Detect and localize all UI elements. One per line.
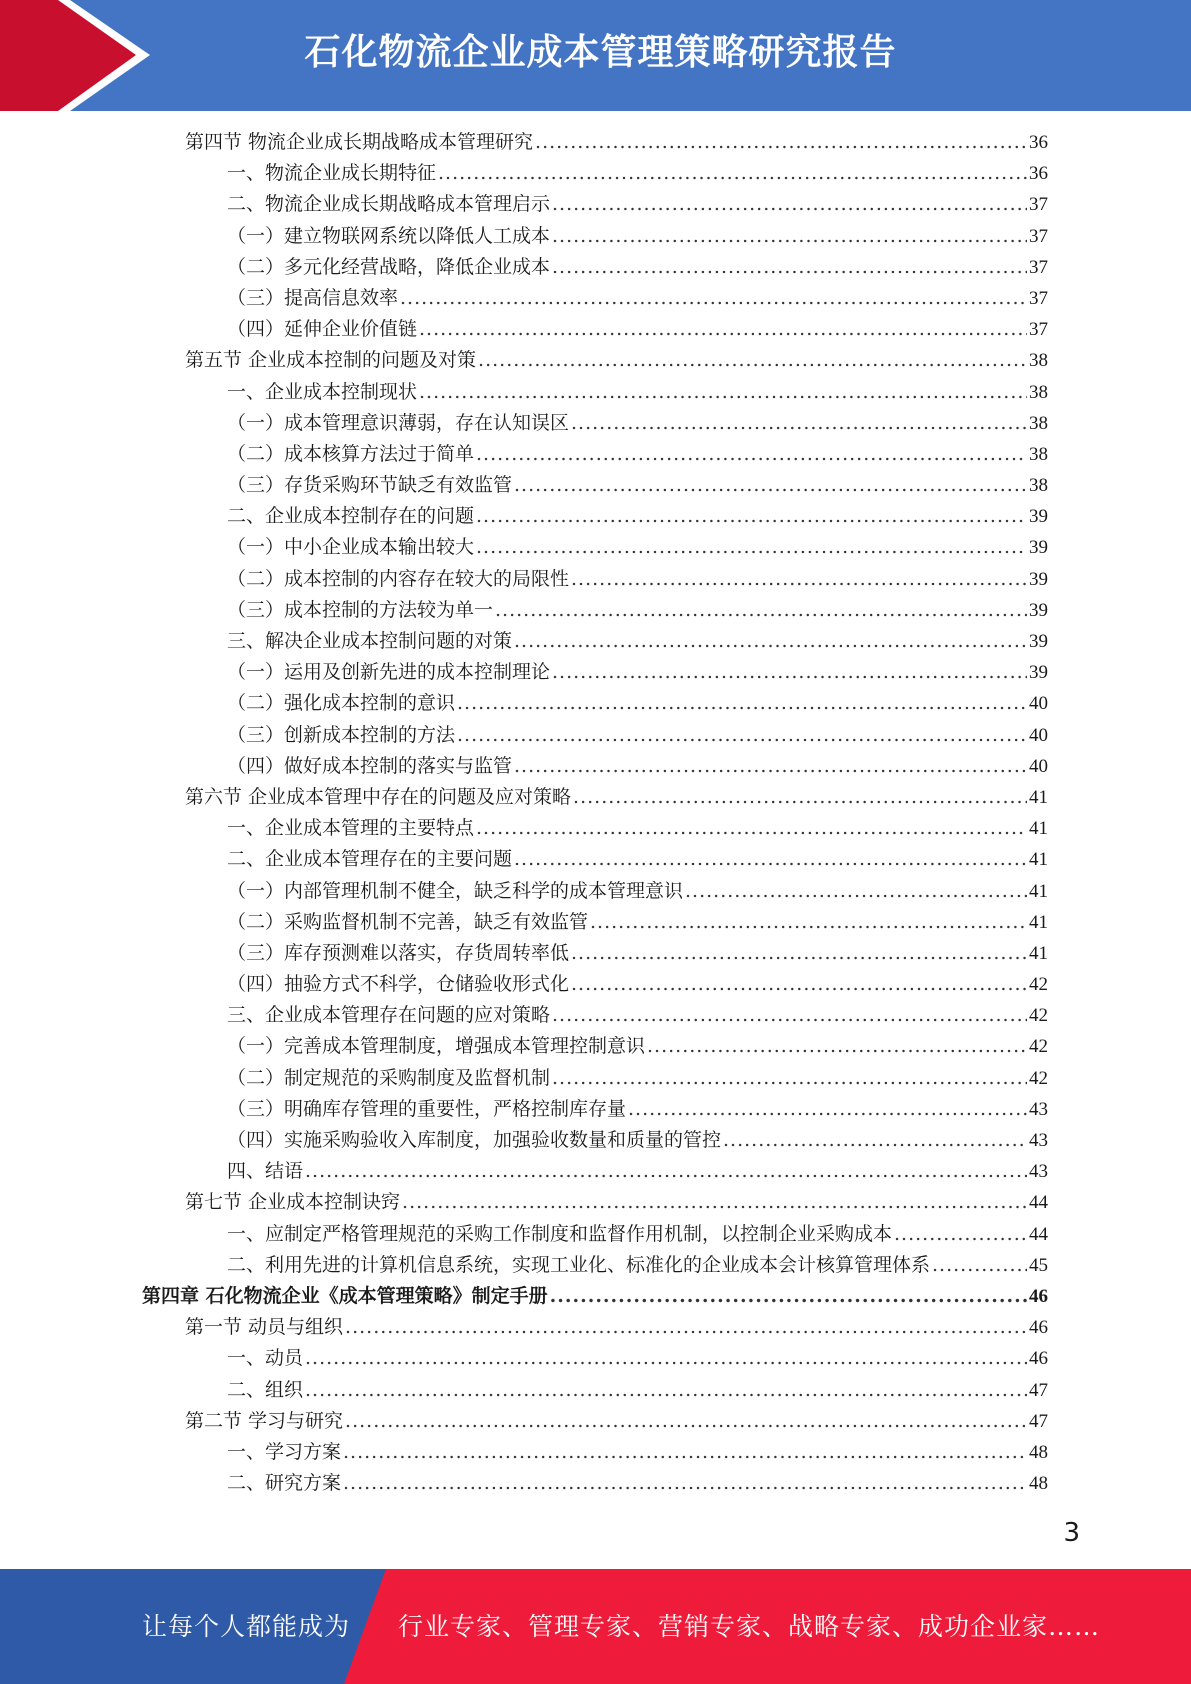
toc-entry[interactable] bbox=[0, 844, 1048, 875]
toc-entry-title: 二、研究方案 bbox=[227, 1472, 342, 1495]
toc-entry[interactable] bbox=[0, 221, 1048, 252]
toc-entry-page: 38 bbox=[1029, 475, 1048, 497]
toc-entry-page: 44 bbox=[1029, 1192, 1048, 1214]
toc-entry[interactable] bbox=[0, 408, 1048, 439]
toc-entry[interactable] bbox=[0, 1312, 1048, 1343]
toc-entry-title: （三）库存预测难以落实，存货周转率低 bbox=[227, 941, 570, 964]
toc-entry[interactable] bbox=[0, 1125, 1048, 1156]
toc-entry-page: 39 bbox=[1029, 506, 1048, 528]
toc-entry-title: （二）成本控制的内容存在较大的局限性 bbox=[227, 567, 570, 590]
toc-entry-page: 43 bbox=[1029, 1130, 1048, 1151]
toc-dot-leader bbox=[476, 501, 1027, 532]
toc-entry[interactable] bbox=[0, 283, 1048, 314]
toc-entry[interactable] bbox=[0, 1343, 1048, 1374]
toc-entry-page: 38 bbox=[1029, 350, 1048, 372]
toc-entry-title: （二）采购监督机制不完善，缺乏有效监管 bbox=[227, 910, 589, 933]
toc-dot-leader bbox=[514, 844, 1027, 875]
toc-dot-leader bbox=[345, 1406, 1027, 1437]
toc-dot-leader bbox=[628, 1094, 1027, 1125]
toc-entry-page: 41 bbox=[1029, 786, 1048, 808]
toc-dot-leader bbox=[573, 782, 1027, 813]
toc-entry-page: 38 bbox=[1029, 412, 1048, 434]
toc-entry[interactable] bbox=[0, 345, 1048, 376]
toc-dot-leader bbox=[457, 688, 1027, 719]
toc-entry[interactable] bbox=[0, 1468, 1048, 1499]
toc-entry-page: 37 bbox=[1029, 319, 1048, 341]
toc-entry-title: 一、物流企业成长期特征 bbox=[227, 162, 437, 185]
toc-entry[interactable] bbox=[0, 470, 1048, 501]
toc-entry-title: 二、组织 bbox=[227, 1378, 304, 1401]
toc-entry[interactable] bbox=[0, 1000, 1048, 1031]
toc-entry-page: 36 bbox=[1029, 163, 1048, 185]
toc-dot-leader bbox=[476, 532, 1027, 563]
toc-entry-page: 41 bbox=[1029, 911, 1048, 933]
toc-entry[interactable] bbox=[0, 1250, 1048, 1281]
toc-entry[interactable] bbox=[0, 938, 1048, 969]
toc-entry[interactable] bbox=[0, 1031, 1048, 1062]
toc-entry-title: 二、物流企业成长期战略成本管理启示 bbox=[227, 193, 551, 216]
toc-entry[interactable] bbox=[0, 657, 1048, 688]
toc-entry-page: 40 bbox=[1029, 693, 1048, 715]
toc-entry-title: （三）明确库存管理的重要性，严格控制库存量 bbox=[227, 1097, 627, 1120]
toc-entry-page: 40 bbox=[1029, 755, 1048, 777]
toc-dot-leader bbox=[400, 283, 1027, 314]
toc-entry-title: 第四章 石化物流企业《成本管理策略》制定手册 bbox=[142, 1284, 548, 1307]
toc-dot-leader bbox=[514, 751, 1027, 782]
toc-entry-page: 48 bbox=[1029, 1441, 1048, 1463]
toc-entry-page: 41 bbox=[1029, 942, 1048, 964]
toc-entry-page: 46 bbox=[1029, 1348, 1048, 1370]
toc-dot-leader bbox=[685, 876, 1027, 907]
toc-entry-title: （四）做好成本控制的落实与监管 bbox=[227, 754, 513, 777]
toc-dot-leader bbox=[476, 813, 1027, 844]
toc-entry[interactable] bbox=[0, 813, 1048, 844]
footer-slogan-right: 行业专家、管理专家、营销专家、战略专家、成功企业家…… bbox=[398, 1612, 1101, 1641]
toc-dot-leader bbox=[476, 439, 1027, 470]
toc-entry-page: 39 bbox=[1029, 599, 1048, 621]
toc-entry[interactable] bbox=[0, 1219, 1048, 1250]
toc-entry[interactable] bbox=[0, 314, 1048, 345]
toc-entry-page: 37 bbox=[1029, 287, 1048, 309]
toc-entry-page: 42 bbox=[1029, 1036, 1048, 1058]
toc-dot-leader bbox=[535, 127, 1027, 158]
toc-entry[interactable] bbox=[0, 626, 1048, 657]
toc-entry-title: 一、学习方案 bbox=[227, 1440, 342, 1463]
toc-entry[interactable] bbox=[0, 377, 1048, 408]
toc-entry-title: （一）成本管理意识薄弱，存在认知误区 bbox=[227, 411, 570, 434]
toc-entry[interactable] bbox=[0, 969, 1048, 1000]
toc-dot-leader bbox=[571, 564, 1027, 595]
toc-dot-leader bbox=[894, 1219, 1027, 1250]
toc-entry[interactable] bbox=[0, 782, 1048, 813]
toc-entry-page: 41 bbox=[1029, 849, 1048, 871]
toc-entry-page: 38 bbox=[1029, 443, 1048, 465]
table-of-contents bbox=[0, 127, 1191, 1499]
toc-dot-leader bbox=[552, 1000, 1027, 1031]
toc-entry-title: （三）创新成本控制的方法 bbox=[227, 723, 456, 746]
toc-dot-leader bbox=[438, 158, 1027, 189]
toc-entry-title: 三、企业成本管理存在问题的应对策略 bbox=[227, 1004, 551, 1027]
toc-entry-title: （一）运用及创新先进的成本控制理论 bbox=[227, 661, 551, 684]
toc-entry[interactable] bbox=[0, 1094, 1048, 1125]
toc-entry-page: 42 bbox=[1029, 1005, 1048, 1027]
toc-entry[interactable] bbox=[0, 876, 1048, 907]
toc-dot-leader bbox=[419, 377, 1027, 408]
toc-entry-title: （二）成本核算方法过于简单 bbox=[227, 442, 475, 465]
toc-entry-page: 36 bbox=[1029, 132, 1048, 153]
toc-entry[interactable] bbox=[0, 501, 1048, 532]
toc-dot-leader bbox=[419, 314, 1027, 345]
toc-dot-leader bbox=[932, 1250, 1027, 1281]
toc-dot-leader bbox=[457, 720, 1027, 751]
toc-entry[interactable] bbox=[0, 564, 1048, 595]
toc-dot-leader bbox=[571, 408, 1027, 439]
toc-entry[interactable] bbox=[0, 127, 1048, 158]
toc-entry-title: 二、企业成本控制存在的问题 bbox=[227, 505, 475, 528]
toc-entry-title: 第一节 动员与组织 bbox=[185, 1316, 344, 1339]
toc-entry[interactable] bbox=[0, 1187, 1048, 1218]
toc-entry-title: 三、解决企业成本控制问题的对策 bbox=[227, 630, 513, 652]
toc-entry[interactable] bbox=[0, 1281, 1048, 1312]
toc-dot-leader bbox=[514, 626, 1027, 657]
toc-entry-title: 一、应制定严格管理规范的采购工作制度和监督作用机制，以控制企业采购成本 bbox=[227, 1222, 893, 1245]
toc-entry-page: 38 bbox=[1029, 381, 1048, 403]
page-number: 3 bbox=[1063, 1518, 1080, 1548]
toc-entry[interactable] bbox=[0, 189, 1048, 220]
toc-entry-title: （三）提高信息效率 bbox=[227, 286, 399, 309]
toc-entry-page: 43 bbox=[1029, 1098, 1048, 1120]
toc-entry-title: （一）完善成本管理制度，增强成本管理控制意识 bbox=[227, 1035, 646, 1058]
toc-entry[interactable] bbox=[0, 439, 1048, 470]
toc-entry-page: 47 bbox=[1029, 1410, 1048, 1432]
toc-entry-title: （四）抽验方式不科学，仓储验收形式化 bbox=[227, 973, 570, 996]
toc-entry-title: 第二节 学习与研究 bbox=[185, 1409, 344, 1432]
toc-entry[interactable] bbox=[0, 688, 1048, 719]
toc-entry-page: 46 bbox=[1029, 1317, 1048, 1339]
toc-entry-page: 39 bbox=[1029, 537, 1048, 559]
toc-dot-leader bbox=[305, 1156, 1027, 1187]
toc-dot-leader bbox=[552, 221, 1027, 252]
toc-entry-title: 第七节 企业成本控制诀窍 bbox=[185, 1191, 401, 1214]
toc-entry[interactable] bbox=[0, 595, 1048, 626]
toc-entry-title: 一、企业成本管理的主要特点 bbox=[227, 817, 475, 840]
toc-entry[interactable] bbox=[0, 158, 1048, 189]
toc-dot-leader bbox=[552, 1063, 1027, 1094]
toc-entry[interactable] bbox=[0, 907, 1048, 938]
toc-entry[interactable] bbox=[0, 1063, 1048, 1094]
toc-entry-page: 39 bbox=[1029, 631, 1048, 652]
toc-dot-leader bbox=[495, 595, 1027, 626]
toc-entry[interactable] bbox=[0, 532, 1048, 563]
toc-entry-title: （三）成本控制的方法较为单一 bbox=[227, 598, 494, 621]
toc-dot-leader bbox=[343, 1468, 1027, 1499]
toc-entry-title: 四、结语 bbox=[227, 1160, 304, 1183]
toc-dot-leader bbox=[402, 1187, 1027, 1218]
toc-entry-page: 44 bbox=[1029, 1223, 1048, 1245]
toc-entry-title: 一、动员 bbox=[227, 1347, 304, 1370]
toc-entry-page: 42 bbox=[1029, 1067, 1048, 1089]
toc-entry[interactable] bbox=[0, 1406, 1048, 1437]
toc-entry[interactable] bbox=[0, 720, 1048, 751]
toc-entry-page: 37 bbox=[1029, 194, 1048, 216]
toc-entry-title: （二）强化成本控制的意识 bbox=[227, 692, 456, 715]
toc-dot-leader bbox=[552, 657, 1027, 688]
toc-entry[interactable] bbox=[0, 1375, 1048, 1406]
toc-entry-page: 43 bbox=[1029, 1161, 1048, 1183]
page-header bbox=[0, 0, 1191, 111]
toc-entry-title: （四）实施采购验收入库制度，加强验收数量和质量的管控 bbox=[227, 1129, 722, 1151]
toc-entry-page: 41 bbox=[1029, 818, 1048, 840]
toc-dot-leader bbox=[552, 189, 1027, 220]
toc-entry[interactable] bbox=[0, 252, 1048, 283]
toc-entry-title: 第五节 企业成本控制的问题及对策 bbox=[185, 349, 477, 372]
toc-dot-leader bbox=[514, 470, 1027, 501]
toc-entry-page: 37 bbox=[1029, 256, 1048, 278]
page-footer bbox=[0, 1569, 1191, 1684]
toc-entry-page: 48 bbox=[1029, 1473, 1048, 1495]
toc-entry-page: 41 bbox=[1029, 880, 1048, 902]
toc-dot-leader bbox=[552, 252, 1027, 283]
toc-entry-page: 40 bbox=[1029, 724, 1048, 746]
toc-entry-page: 45 bbox=[1029, 1254, 1048, 1276]
toc-entry-title: 二、企业成本管理存在的主要问题 bbox=[227, 848, 513, 871]
toc-dot-leader bbox=[343, 1437, 1027, 1468]
toc-dot-leader bbox=[590, 907, 1027, 938]
toc-dot-leader bbox=[723, 1125, 1027, 1156]
toc-entry-page: 39 bbox=[1029, 568, 1048, 590]
toc-entry-title: （三）存货采购环节缺乏有效监管 bbox=[227, 474, 513, 497]
toc-dot-leader bbox=[571, 938, 1027, 969]
toc-entry-title: 第四节 物流企业成长期战略成本管理研究 bbox=[185, 131, 534, 153]
toc-dot-leader bbox=[550, 1281, 1027, 1312]
toc-entry-title: 二、利用先进的计算机信息系统，实现工业化、标准化的企业成本会计核算管理体系 bbox=[227, 1253, 931, 1276]
toc-entry-title: （一）内部管理机制不健全，缺乏科学的成本管理意识 bbox=[227, 879, 684, 902]
toc-entry[interactable] bbox=[0, 1437, 1048, 1468]
toc-entry-title: 第六节 企业成本管理中存在的问题及应对策略 bbox=[185, 785, 572, 808]
footer-slogan-left: 让每个人都能成为 bbox=[142, 1612, 351, 1641]
toc-entry-title: （一）建立物联网系统以降低人工成本 bbox=[227, 224, 551, 247]
toc-dot-leader bbox=[345, 1312, 1027, 1343]
toc-entry-page: 37 bbox=[1029, 225, 1048, 247]
toc-dot-leader bbox=[305, 1343, 1027, 1374]
toc-entry[interactable] bbox=[0, 1156, 1048, 1187]
toc-entry-title: （二）多元化经营战略，降低企业成本 bbox=[227, 255, 551, 278]
toc-entry-title: （四）延伸企业价值链 bbox=[227, 318, 418, 341]
toc-entry-page: 47 bbox=[1029, 1379, 1048, 1401]
toc-entry-page: 39 bbox=[1029, 662, 1048, 684]
toc-entry-title: 一、企业成本控制现状 bbox=[227, 380, 418, 403]
toc-entry[interactable] bbox=[0, 751, 1048, 782]
toc-entry-page: 46 bbox=[1029, 1285, 1048, 1307]
toc-entry-title: （二）制定规范的采购制度及监督机制 bbox=[227, 1066, 551, 1089]
toc-dot-leader bbox=[478, 345, 1027, 376]
toc-dot-leader bbox=[305, 1375, 1027, 1406]
toc-dot-leader bbox=[571, 969, 1027, 1000]
toc-dot-leader bbox=[647, 1031, 1027, 1062]
toc-entry-page: 42 bbox=[1029, 974, 1048, 996]
document-title: 石化物流企业成本管理策略研究报告 bbox=[304, 32, 897, 73]
toc-entry-title: （一）中小企业成本输出较大 bbox=[227, 536, 475, 559]
